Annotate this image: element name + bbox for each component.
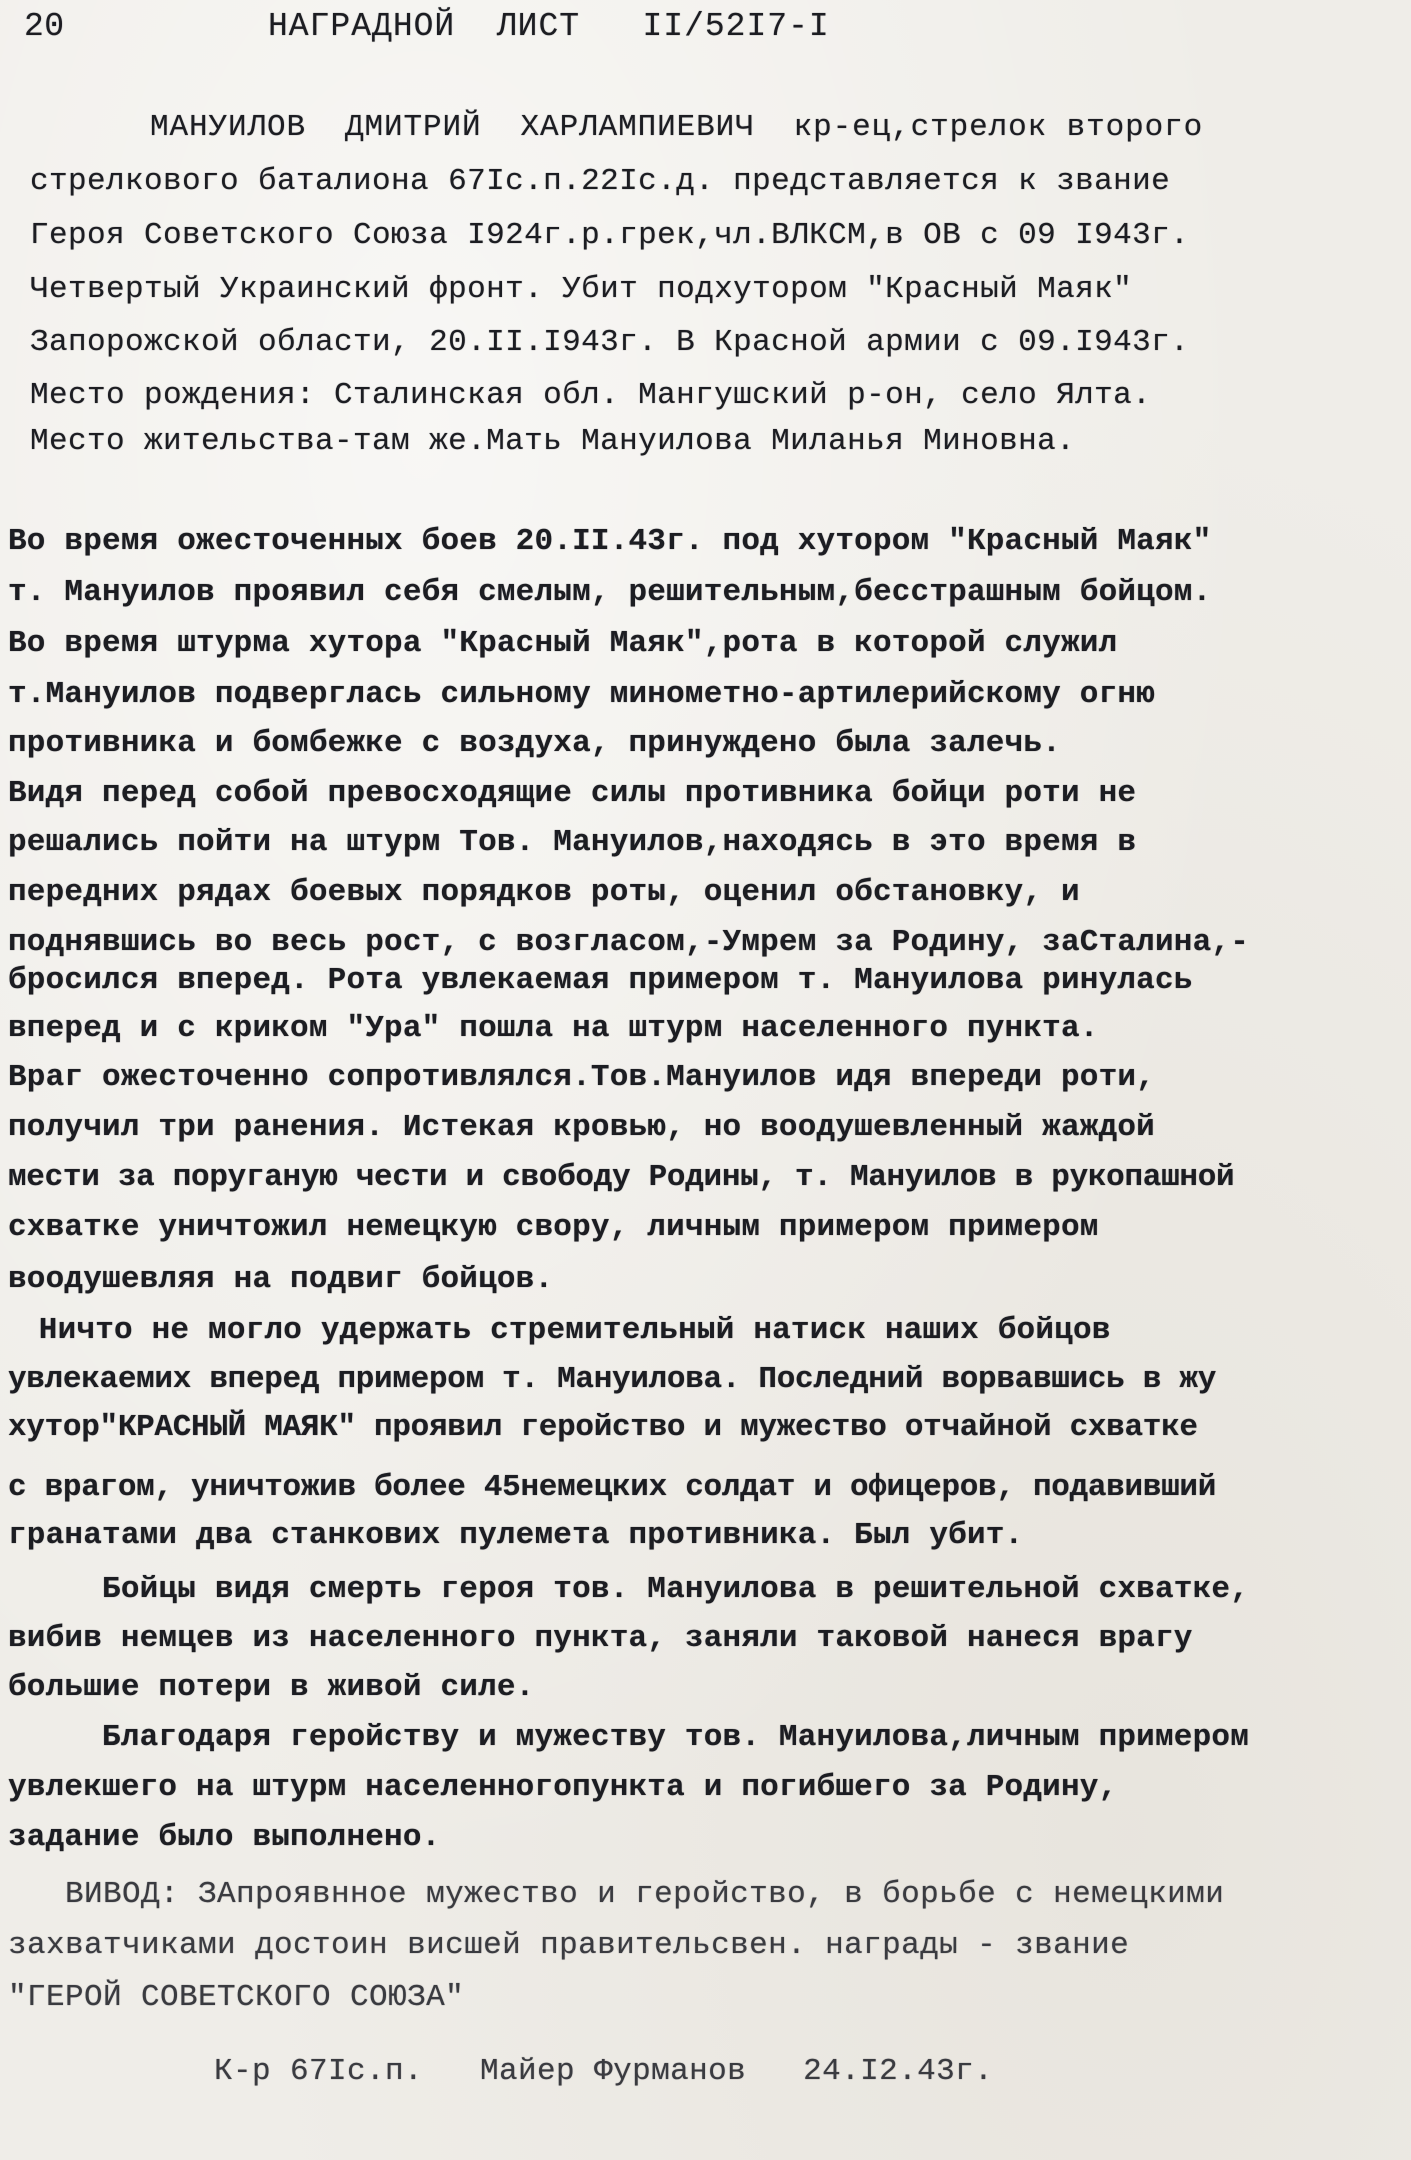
body-line: Враг ожесточенно сопротивлялся.Тов.Мануилов идя впереди роти, (8, 1060, 1155, 1095)
body-line: задание было выполнено. (8, 1820, 441, 1855)
signature-line: К-р 67Iс.п. Майер Фурманов 24.I2.43г. (214, 2054, 994, 2089)
body-line: вперед и с криком "Ура" пошла на штурм населенного пункта. (8, 1011, 1099, 1046)
intro-line: Четвертый Украинский фронт. Убит подхутором "Красный Маяк" (30, 272, 1133, 307)
body-line: воодушевляя на подвиг бойцов. (8, 1262, 554, 1297)
conclusion-line: ВИВОД: ЗАпроявнное мужество и геройство, в борьбе с немецкими (8, 1877, 1225, 1912)
document-title: НАГРАДНОЙ ЛИСТ II/52I7-I (268, 8, 830, 45)
body-line: бросился вперед. Рота увлекаемая примером т. Мануилова ринулась (8, 963, 1193, 998)
body-line: увлекшего на штурм населенногопункта и погибшего за Родину, (8, 1770, 1118, 1805)
body-line: Благодаря геройству и мужеству тов. Мануилова,личным примером (8, 1720, 1249, 1755)
body-line: т.Мануилов подверглась сильному минометно-артилерийскому огню (8, 677, 1155, 712)
body-line: Ничто не могло удержать стремительный натиск наших бойцов (20, 1313, 1111, 1348)
body-line: решались пойти на штурм Тов. Мануилов,находясь в это время в (8, 825, 1137, 860)
intro-line: Запорожской области, 20.II.I943г. В Красной армии с 09.I943г. (30, 325, 1190, 360)
body-line: большие потери в живой силе. (8, 1670, 535, 1705)
body-line: с врагом, уничтожив более 45немецких солдат и офицеров, подавивший (8, 1470, 1217, 1505)
body-line: противника и бомбежке с воздуха, принуждено была залечь. (8, 726, 1061, 761)
intro-line: МАНУИЛОВ ДМИТРИЙ ХАРЛАМПИЕВИЧ кр-ец,стрелок второго (150, 110, 1204, 145)
conclusion-line: захватчиками достоин висшей правительсвен. награды - звание (8, 1928, 1130, 1963)
intro-line: Место рождения: Сталинская обл. Мангушский р-он, село Ялта. (30, 378, 1152, 413)
body-line: мести за поруганую чести и свободу Родины, т. Мануилов в рукопашной (8, 1160, 1235, 1195)
body-line: схватке уничтожил немецкую свору, личным примером примером (8, 1210, 1099, 1245)
body-line: гранатами два станкових пулемета противника. Был убит. (8, 1518, 1024, 1553)
body-line: Бойцы видя смерть героя тов. Мануилова в решительной схватке, (8, 1572, 1249, 1607)
body-line: вибив немцев из населенного пункта, заняли таковой нанеся врагу (8, 1621, 1193, 1656)
intro-line: Место жительства-там же.Мать Мануилова Миланья Миновна. (30, 424, 1076, 459)
body-line: поднявшись во весь рост, с возгласом,-Умрем за Родину, заСталина,- (8, 925, 1249, 960)
intro-line: стрелкового баталиона 67Iс.п.22Iс.д. представляется к звание (30, 164, 1171, 199)
body-line: т. Мануилов проявил себя смелым, решительным,бесстрашным бойцом. (8, 575, 1212, 610)
body-line: увлекаемих вперед примером т. Мануилова. Последний ворвавшись в жу (8, 1362, 1217, 1397)
page-number: 20 (24, 8, 65, 45)
body-line: Видя перед собой превосходящие силы противника бойци роти не (8, 776, 1137, 811)
body-line: Во время ожесточенных боев 20.II.43г. под хутором "Красный Маяк" (8, 524, 1212, 559)
intro-line: Героя Советского Союза I924г.р.грек,чл.ВЛКСМ,в ОВ с 09 I943г. (30, 218, 1190, 253)
body-line: хутор"КРАСНЫЙ МАЯК" проявил геройство и мужество отчайной схватке (8, 1410, 1198, 1445)
body-line: Во время штурма хутора "Красный Маяк",рота в которой служил (8, 626, 1118, 661)
body-line: получил три ранения. Истекая кровью, но воодушевленный жаждой (8, 1110, 1155, 1145)
conclusion-line: "ГЕРОЙ СОВЕТСКОГО СОЮЗА" (8, 1980, 465, 2015)
body-line: передних рядах боевых порядков роты, оценил обстановку, и (8, 875, 1080, 910)
